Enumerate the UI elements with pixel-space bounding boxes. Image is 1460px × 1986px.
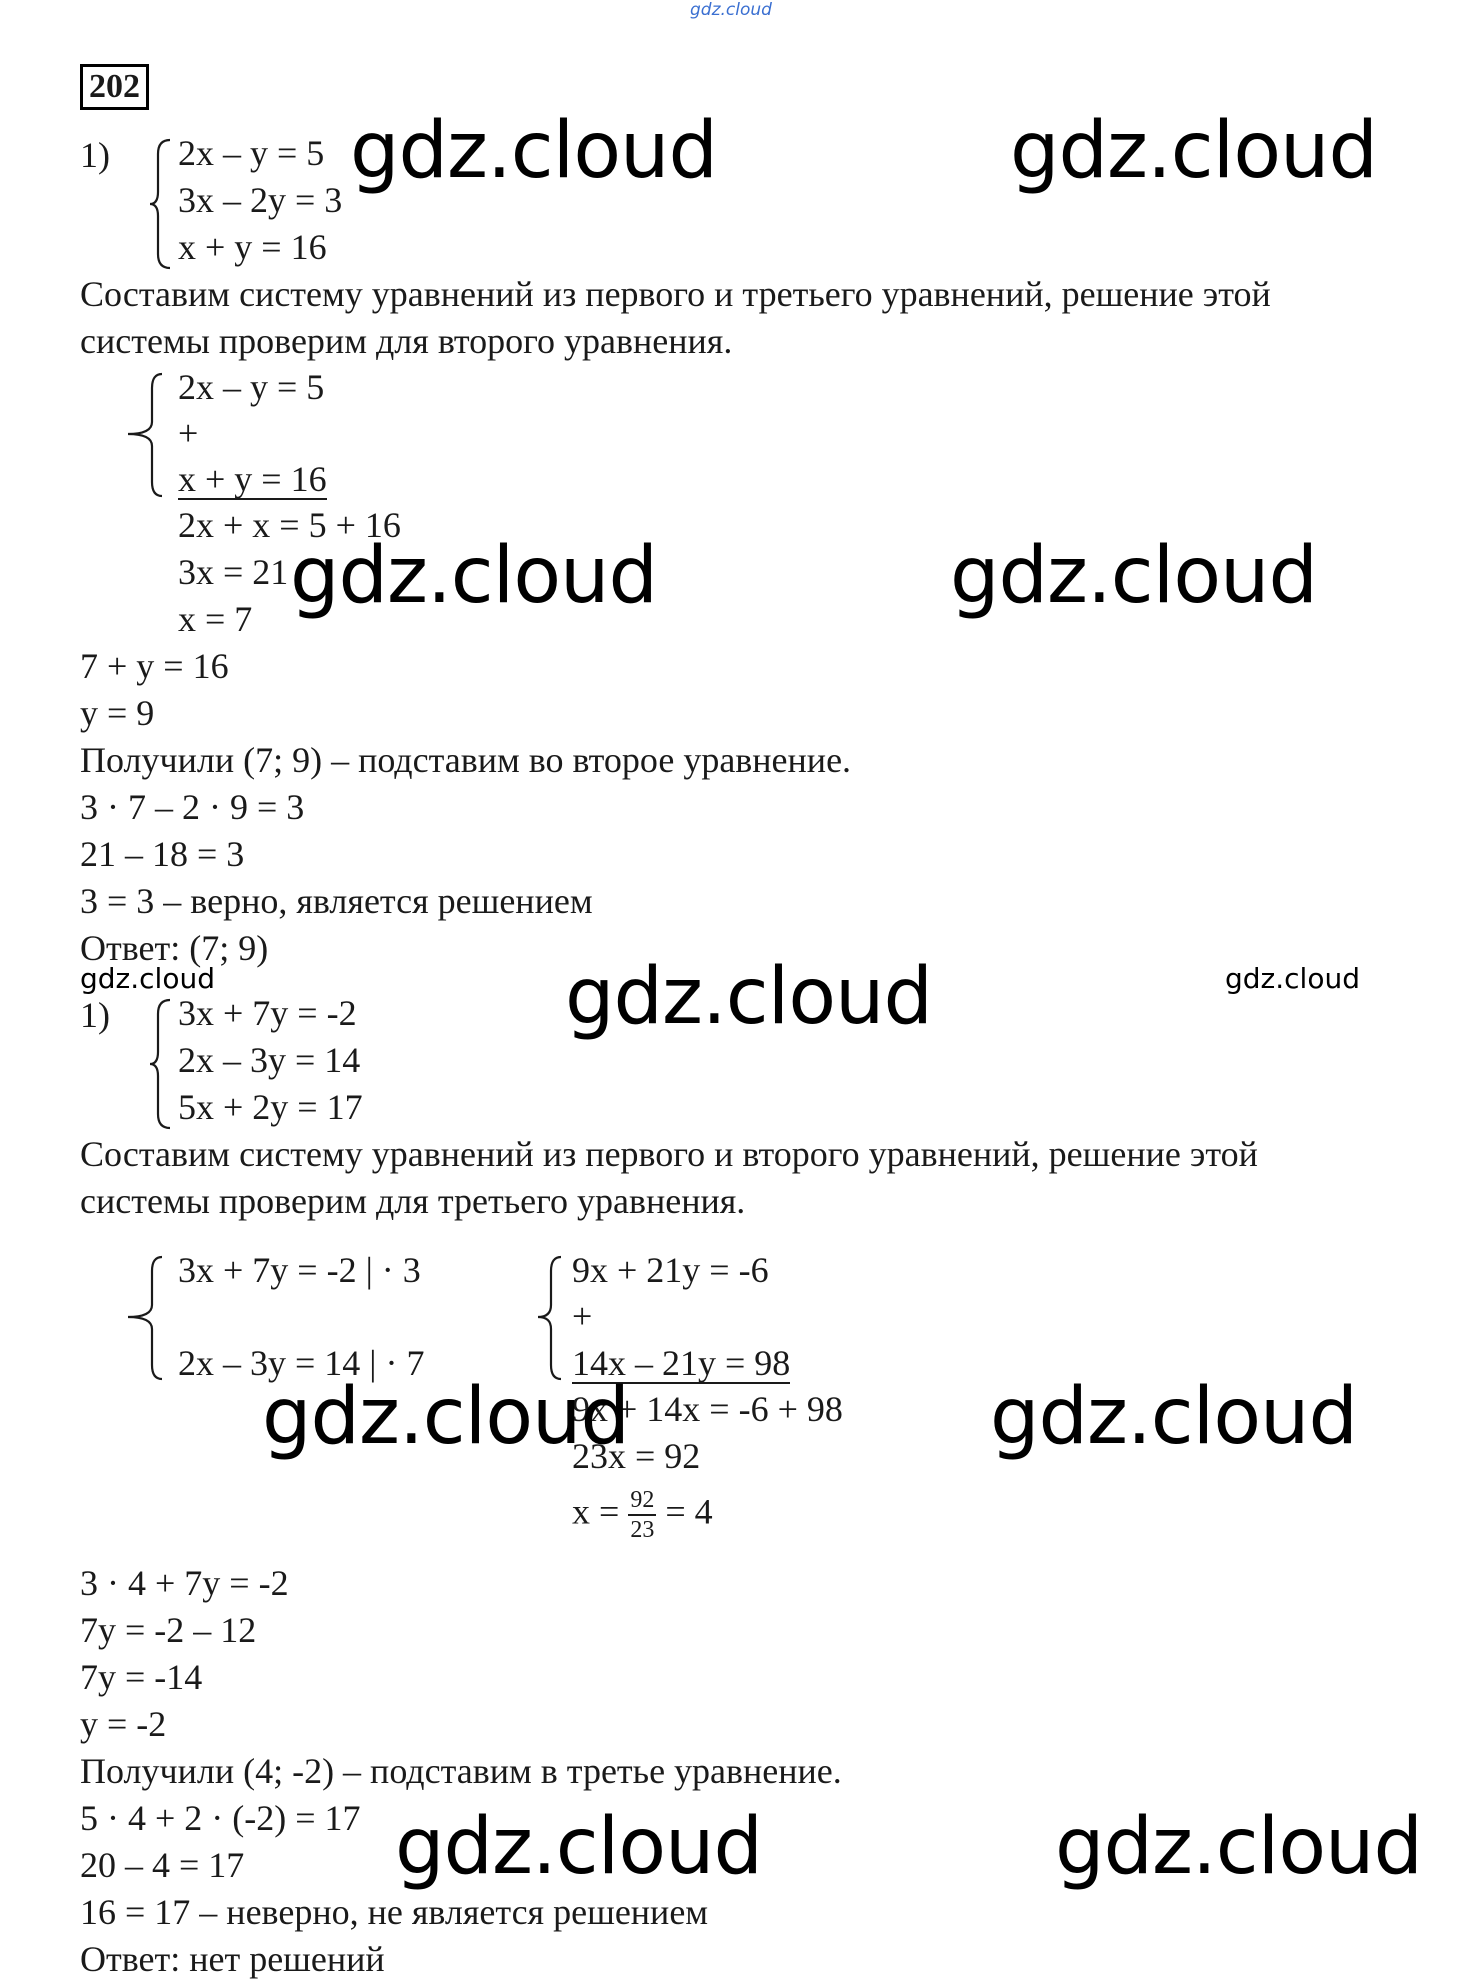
- watermark: gdz.cloud: [1010, 106, 1377, 196]
- part1-eq1: 2x – y = 5: [178, 133, 325, 173]
- part2-line-8: 16 = 17 – неверно, не является решением: [80, 1892, 709, 1932]
- part2-eq3: 5x + 2y = 17: [178, 1087, 363, 1127]
- part2-fraction-line: [572, 1486, 713, 1544]
- part1-sub-eq1: 2x – y = 5: [178, 367, 325, 407]
- top-watermark: gdz.cloud: [690, 0, 772, 20]
- part2-line-3: 7y = -14: [80, 1657, 203, 1697]
- part2-line-5: Получили (4; -2) – подставим в третье уравнение.: [80, 1751, 842, 1791]
- part1-line-4: 3 · 7 – 2 · 9 = 3: [80, 787, 305, 827]
- part1-eq2: 3x – 2y = 3: [178, 180, 343, 220]
- watermark: gdz.cloud: [565, 952, 932, 1042]
- watermark: gdz.cloud: [950, 531, 1317, 621]
- part2-right-eq2: 14x – 21y = 98: [572, 1340, 790, 1384]
- part1-line-6: 3 = 3 – верно, является решением: [80, 881, 593, 921]
- part2-line-1: 3 · 4 + 7y = -2: [80, 1563, 289, 1603]
- watermark: gdz.cloud: [350, 106, 717, 196]
- part2-right-eq1: 9x + 21y = -6: [572, 1250, 769, 1290]
- part2-line-2: 7y = -2 – 12: [80, 1610, 257, 1650]
- part2-eq1: 3x + 7y = -2: [178, 993, 357, 1033]
- fraction-prefix: x =: [572, 1491, 620, 1532]
- part1-system-brace: [148, 136, 174, 272]
- part1-line-1: 7 + y = 16: [80, 646, 229, 686]
- part2-system-brace: [148, 996, 174, 1132]
- part1-line-5: 21 – 18 = 3: [80, 834, 245, 874]
- fraction-suffix: = 4: [665, 1491, 713, 1532]
- part1-intro-line1: Составим систему уравнений из первого и третьего уравнений, решение этой: [80, 274, 1271, 314]
- part1-sub-plus: +: [178, 413, 199, 453]
- task-number: 202: [80, 64, 149, 110]
- part2-eq2: 2x – 3y = 14: [178, 1040, 361, 1080]
- part2-left-eq2: 2x – 3y = 14 | · 7: [178, 1343, 425, 1383]
- part2-answer: Ответ: нет решений: [80, 1939, 385, 1979]
- part2-line-6: 5 · 4 + 2 · (-2) = 17: [80, 1798, 361, 1838]
- fraction: [628, 1486, 656, 1544]
- part1-eq3: x + y = 16: [178, 227, 327, 267]
- part1-line-2: y = 9: [80, 693, 155, 733]
- part1-step-c: x = 7: [178, 599, 253, 639]
- watermark-small: gdz.cloud: [80, 962, 215, 995]
- part2-right-step2: 23x = 92: [572, 1436, 701, 1476]
- part1-step-b: 3x = 21: [178, 552, 289, 592]
- part2-right-step1: 9x + 14x = -6 + 98: [572, 1389, 843, 1429]
- part2-intro-line2: системы проверим для третьего уравнения.: [80, 1181, 746, 1221]
- watermark-small: gdz.cloud: [1225, 962, 1360, 995]
- part2-left-eq1: 3x + 7y = -2 | · 3: [178, 1250, 421, 1290]
- part1-sub-eq2: x + y = 16: [178, 456, 327, 500]
- part2-right-plus: +: [572, 1296, 593, 1336]
- watermark: gdz.cloud: [990, 1372, 1357, 1462]
- part2-left-brace: [124, 1253, 166, 1385]
- part2-line-4: y = -2: [80, 1704, 167, 1744]
- watermark: gdz.cloud: [1055, 1802, 1422, 1892]
- part2-line-7: 20 – 4 = 17: [80, 1845, 245, 1885]
- part2-intro-line1: Составим систему уравнений из первого и второго уравнений, решение этой: [80, 1134, 1258, 1174]
- part1-label: 1): [80, 135, 110, 175]
- watermark: gdz.cloud: [395, 1802, 762, 1892]
- part1-answer: Ответ: (7; 9): [80, 928, 269, 968]
- fraction-numerator: 92: [628, 1486, 656, 1516]
- part1-intro-line2: системы проверим для второго уравнения.: [80, 321, 733, 361]
- part1-step-a: 2x + x = 5 + 16: [178, 505, 401, 545]
- part2-right-brace: [535, 1253, 565, 1385]
- part1-line-3: Получили (7; 9) – подставим во второе уравнение.: [80, 740, 852, 780]
- fraction-denominator: 23: [630, 1517, 655, 1543]
- part2-label: 1): [80, 995, 110, 1035]
- watermark: gdz.cloud: [262, 1372, 629, 1462]
- part1-subsystem-brace: [124, 370, 166, 502]
- watermark: gdz.cloud: [290, 531, 657, 621]
